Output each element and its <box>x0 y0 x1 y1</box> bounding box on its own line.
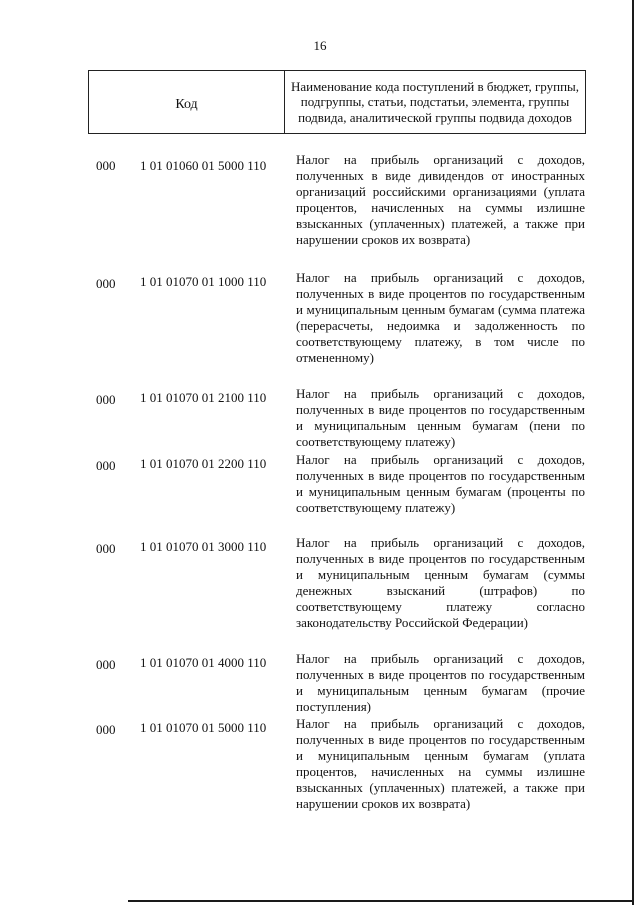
admin-code: 000 <box>96 392 116 407</box>
scan-edge-bottom <box>128 900 634 902</box>
admin-code: 000 <box>96 722 116 737</box>
admin-code: 000 <box>96 458 116 473</box>
header-code-label: Код <box>89 71 285 133</box>
revenue-code: 1 01 01070 01 1000 110 <box>140 274 267 289</box>
table-header <box>88 70 586 134</box>
revenue-description: Налог на прибыль организаций с доходов, полученных в виде дивидендов от иностранных организаций российскими организациями (уплата процентов, начисленных на суммы излишне взысканных (уплаченных) платежей, а также при нарушении сроков их возврата) <box>296 152 585 248</box>
page-number: 16 <box>313 38 327 53</box>
admin-code: 000 <box>96 158 116 173</box>
admin-code: 000 <box>96 657 116 672</box>
admin-code: 000 <box>96 541 116 556</box>
revenue-code: 1 01 01070 01 2100 110 <box>140 390 267 405</box>
revenue-description: Налог на прибыль организаций с доходов, полученных в виде процентов по государственным и муниципальным ценным бумагам (прочие поступления) <box>296 651 585 715</box>
revenue-description: Налог на прибыль организаций с доходов, полученных в виде процентов по государственным и муниципальным ценным бумагам (суммы денежных взысканий (штрафов) по соответствующему платежу согласно законодательству Российской Федерации) <box>296 535 585 631</box>
admin-code: 000 <box>96 276 116 291</box>
revenue-description: Налог на прибыль организаций с доходов, полученных в виде процентов по государственным и муниципальным ценным бумагам (проценты по соответствующему платежу) <box>296 452 585 516</box>
revenue-description: Налог на прибыль организаций с доходов, полученных в виде процентов по государственным и муниципальным ценным бумагам (сумма платежа (перерасчеты, недоимка и задолженность по соответствующему платежу, в том числе по отмененному) <box>296 270 585 366</box>
revenue-code: 1 01 01070 01 2200 110 <box>140 456 267 471</box>
scan-edge-right <box>632 0 634 905</box>
revenue-description: Налог на прибыль организаций с доходов, полученных в виде процентов по государственным и муниципальным ценным бумагам (уплата процентов, начисленных на суммы излишне взысканных (уплаченных) платежей, а также при нарушении сроков их возврата) <box>296 716 585 812</box>
revenue-code: 1 01 01060 01 5000 110 <box>140 158 267 173</box>
revenue-code: 1 01 01070 01 4000 110 <box>140 655 267 670</box>
revenue-description: Налог на прибыль организаций с доходов, полученных в виде процентов по государственным и муниципальным ценным бумагам (пени по соответствующему платежу) <box>296 386 585 450</box>
revenue-code: 1 01 01070 01 5000 110 <box>140 720 267 735</box>
revenue-code: 1 01 01070 01 3000 110 <box>140 539 267 554</box>
header-name-label: Наименование кода поступлений в бюджет, группы, подгруппы, статьи, подстатьи, элемента, группы подвида, аналитической группы подвида доходов <box>290 78 580 125</box>
